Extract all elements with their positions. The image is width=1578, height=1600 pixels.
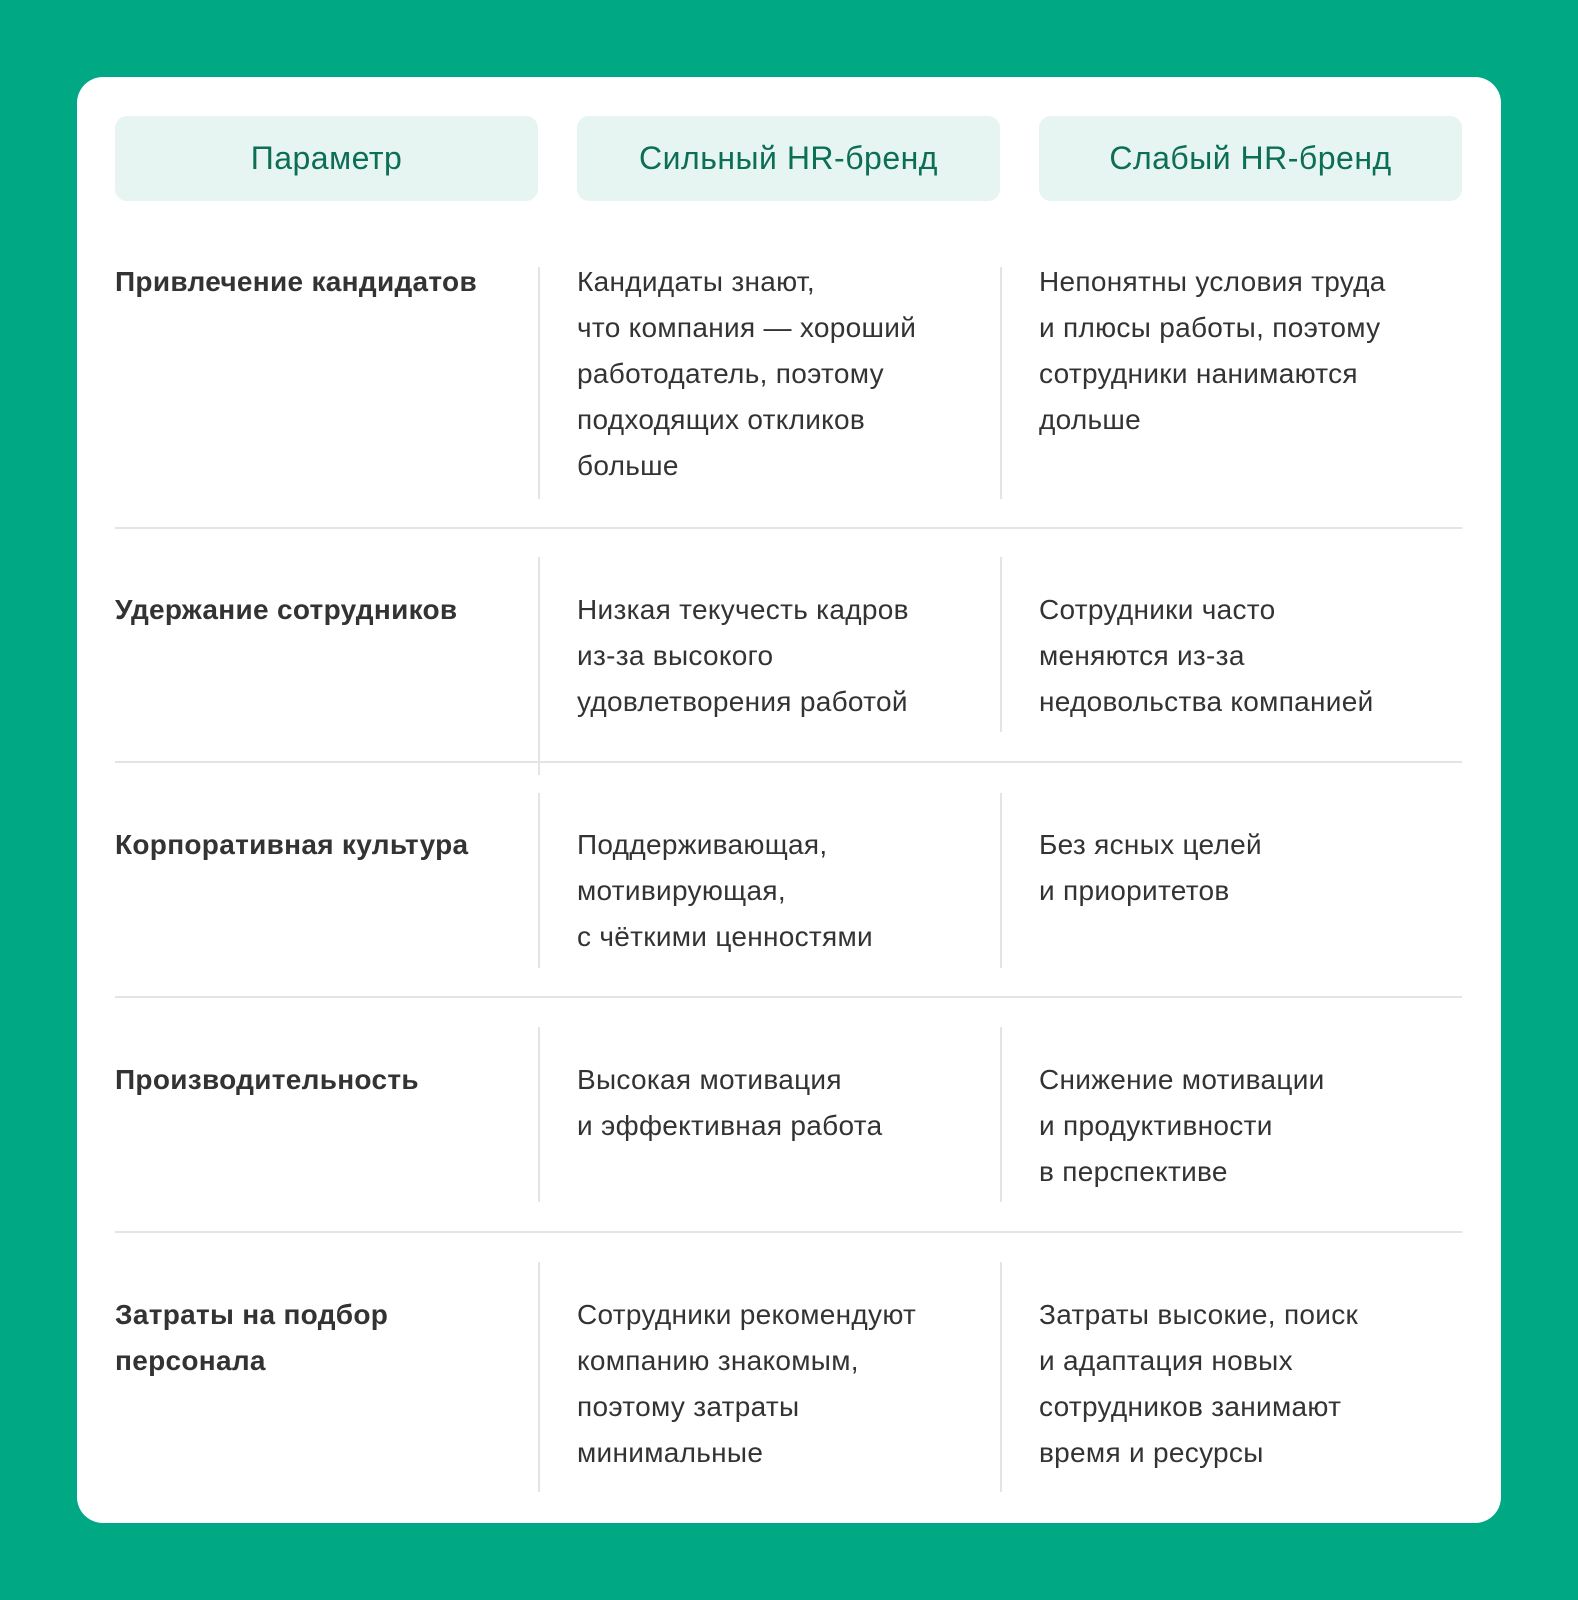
row-separator-2 [115, 761, 1462, 763]
row-2-divider-2 [1000, 557, 1002, 732]
header-strong-brand-label: Сильный HR-бренд [639, 140, 938, 176]
header-parameter [115, 116, 538, 201]
row-3-parameter: Корпоративная культура [115, 829, 469, 860]
row-3-weak: Без ясных целей и приоритетов [1039, 829, 1262, 906]
row-4-divider-2 [1000, 1027, 1002, 1202]
row-1-divider-2 [1000, 267, 1002, 499]
comparison-card [77, 77, 1501, 1523]
row-5-divider-1 [538, 1262, 540, 1492]
row-4-parameter: Производительность [115, 1064, 419, 1095]
row-2-weak: Сотрудники часто меняются из-за недовольства компанией [1039, 594, 1374, 717]
row-2-strong: Низкая текучесть кадров из-за высокого удовлетворения работой [577, 594, 909, 717]
row-separator-4 [115, 1231, 1462, 1233]
row-2-parameter: Удержание сотрудников [115, 594, 458, 625]
row-4-weak: Снижение мотивации и продуктивности в перспективе [1039, 1064, 1325, 1187]
row-4-divider-1 [538, 1027, 540, 1202]
row-3-divider-2 [1000, 793, 1002, 968]
header-weak-brand [1039, 116, 1462, 201]
header-weak-brand-label: Слабый HR-бренд [1109, 140, 1392, 176]
row-3-divider-1 [538, 793, 540, 968]
row-separator-3 [115, 996, 1462, 998]
row-1-divider-1 [538, 267, 540, 499]
row-separator-1 [115, 527, 1462, 529]
row-1-parameter: Привлечение кандидатов [115, 266, 477, 297]
header-strong-brand [577, 116, 1000, 201]
row-5-parameter: Затраты на подбор персонала [115, 1299, 389, 1376]
row-1-strong: Кандидаты знают, что компания — хороший работодатель, поэтому подходящих откликов больше [577, 266, 917, 481]
row-5-strong: Сотрудники рекомендуют компанию знакомым, поэтому затраты минимальные [577, 1299, 917, 1468]
row-4-strong: Высокая мотивация и эффективная работа [577, 1064, 883, 1141]
row-5-divider-2 [1000, 1262, 1002, 1492]
row-3-strong: Поддерживающая, мотивирующая, с чёткими ценностями [577, 829, 873, 952]
header-parameter-label: Параметр [250, 140, 403, 176]
row-1-weak: Непонятны условия труда и плюсы работы, поэтому сотрудники нанимаются дольше [1039, 266, 1386, 435]
row-2-divider-1 [538, 557, 540, 775]
row-5-weak: Затраты высокие, поиск и адаптация новых сотрудников занимают время и ресурсы [1039, 1299, 1359, 1468]
